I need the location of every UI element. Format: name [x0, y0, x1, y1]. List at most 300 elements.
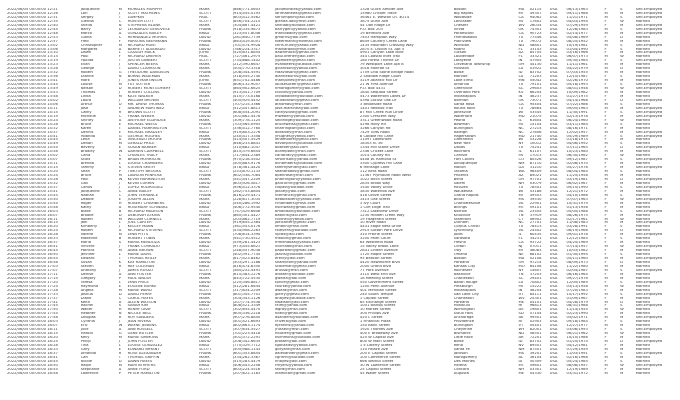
- cell-city: Cheyenne: [453, 328, 473, 332]
- cell-state: LA: [518, 75, 524, 79]
- cell-country: USA: [549, 284, 558, 288]
- cell-employment: Married: [635, 35, 650, 39]
- cell-state: NC: [518, 221, 524, 225]
- cell-state: TN: [518, 272, 524, 276]
- cell-phone: (802)863-1174: [232, 324, 261, 328]
- cell-city: Biloxi: [453, 197, 464, 201]
- cell-employment: Self-Employed: [635, 59, 663, 63]
- cell-email: dsanders@outlook.com: [275, 316, 319, 320]
- cell-address: 110 Palace Ave: [359, 347, 388, 351]
- cell-title: DAVID: [199, 181, 211, 185]
- cell-zip: 29603: [529, 87, 542, 91]
- cell-created: 2022/06/05 00:00:00 16:37: [7, 241, 58, 245]
- cell-birth-date: 09/27/1976: [566, 276, 588, 280]
- cell-address: 11097 Lakeshore: [359, 138, 392, 142]
- cell-phone: (323)557-8046: [232, 31, 261, 35]
- cell-gender: M: [604, 217, 608, 221]
- cell-employment: Married: [635, 253, 650, 257]
- cell-phone: (478)361-4420: [232, 166, 261, 170]
- cell-zip: 34231: [529, 237, 542, 241]
- cell-created: 2022/06/05 00:00:00 15:15: [7, 166, 58, 170]
- cell-employment: Married: [635, 261, 650, 264]
- cell-birth-date: 10/23/1980: [566, 150, 588, 154]
- cell-created: 2022/06/05 00:00:00 18:37: [7, 351, 58, 355]
- cell-city: Vinita: [453, 27, 465, 31]
- cell-state: RI: [518, 320, 523, 324]
- cell-phone: (816)474-6350: [232, 264, 261, 268]
- cell-country: USA: [549, 189, 558, 193]
- cell-state: TX: [518, 185, 524, 189]
- cell-marital-status: S: [620, 170, 623, 174]
- cell-title: FRANK: [199, 83, 212, 87]
- cell-employment: Self-Employed: [635, 177, 663, 181]
- cell-phone: (775)329-7712: [232, 344, 261, 348]
- cell-gender: F: [604, 359, 607, 363]
- cell-zip: 22901: [529, 201, 542, 205]
- cell-address: 3311 Greenwood Road: [359, 118, 402, 122]
- cell-title: MARK: [199, 276, 210, 280]
- cell-address: 7312 Lakeview Drive: [359, 209, 399, 213]
- cell-middle-initial: L: [118, 280, 121, 284]
- cell-gender: M: [604, 308, 608, 312]
- cell-created: 2022/06/05 00:00:00 12:31: [7, 15, 58, 19]
- cell-last-name: MR. DREW THOMAS: [127, 102, 165, 106]
- cell-last-name: CHARLES TRACY: [127, 154, 158, 158]
- cell-city: Houston: [453, 67, 470, 71]
- cell-first-name: Glenda: [80, 19, 94, 23]
- cell-email: kmann@msn.com: [275, 225, 309, 229]
- cell-phone: (406)443-2258: [232, 363, 261, 367]
- cell-zip: 61107: [529, 150, 542, 154]
- cell-country: USA: [549, 332, 558, 336]
- cell-created: 2022/06/05 00:00:00 18:54: [7, 367, 58, 371]
- cell-middle-initial: M: [118, 83, 122, 87]
- cell-employment: Married: [635, 63, 650, 67]
- cell-email: dhayes@outlook.com: [275, 296, 315, 300]
- cell-birth-date: 02/26/1970: [566, 79, 588, 83]
- cell-employment: Self-Employed: [635, 43, 663, 47]
- cell-first-name: Tina: [80, 344, 89, 348]
- cell-city: Tucson: [453, 51, 467, 55]
- cell-middle-initial: L: [118, 51, 121, 55]
- cell-marital-status: W: [620, 284, 624, 288]
- cell-phone: (701)574-9928: [232, 43, 261, 47]
- cell-zip: 85021: [529, 174, 542, 178]
- cell-title: SCOTT: [199, 268, 212, 272]
- cell-address: 4198 Holly Rd: [359, 122, 386, 126]
- cell-marital-status: D: [620, 146, 623, 150]
- cell-phone: (918)335-9873: [232, 27, 261, 31]
- cell-country: USA: [549, 300, 558, 304]
- cell-marital-status: M: [620, 249, 624, 253]
- cell-gender: F: [604, 98, 607, 102]
- cell-created: 2022/06/05 00:00:00 15:41: [7, 189, 58, 193]
- cell-marital-status: M: [620, 11, 624, 15]
- cell-state: CA: [518, 102, 524, 106]
- cell-birth-date: 03/13/1958: [566, 284, 588, 288]
- cell-marital-status: M: [620, 79, 624, 83]
- cell-first-name: Paul: [80, 177, 89, 181]
- cell-gender: M: [604, 130, 608, 134]
- cell-state: MA: [518, 8, 525, 11]
- cell-country: USA: [549, 261, 558, 264]
- cell-last-name: NICOLE BELL: [127, 312, 152, 316]
- cell-created: 2022/06/05 00:00:00 15:58: [7, 205, 58, 209]
- cell-address: 3 Brookside Road: [359, 102, 393, 106]
- cell-middle-initial: P: [118, 276, 121, 280]
- cell-employment: Self-Employed: [635, 8, 663, 11]
- cell-last-name: RICHARD HUNT: [127, 43, 157, 47]
- cell-last-name: JOHN FOSTER: [127, 340, 153, 344]
- cell-created: 2022/06/05 00:00:00 12:57: [7, 39, 58, 43]
- cell-address: 87 Mill Creek Run Drive: [359, 110, 404, 114]
- cell-created: 2022/06/05 00:00:00 13:10: [7, 51, 58, 55]
- cell-employment: Self-Employed: [635, 328, 663, 332]
- cell-zip: 97701: [529, 177, 542, 181]
- cell-gender: F: [604, 237, 607, 241]
- cell-marital-status: S: [620, 237, 623, 241]
- cell-phone: (301)662-4478: [232, 114, 261, 118]
- cell-phone: (717)644-2389: [232, 154, 261, 158]
- cell-gender: F: [604, 181, 607, 185]
- cell-created: 2022/06/05 00:00:00 12:21: [7, 8, 58, 11]
- cell-state: TX: [518, 106, 524, 110]
- cell-employment: Self-Employed: [635, 15, 663, 19]
- cell-title: MARK: [199, 94, 210, 98]
- cell-title: DAVID: [199, 142, 211, 146]
- cell-email: seldridge@outlook.com: [275, 118, 319, 122]
- cell-last-name: DEBORAH ATKINS: [127, 213, 161, 217]
- cell-address: 2835 Brook Way: [359, 181, 391, 185]
- cell-last-name: TIMOTHY BROOKS: [127, 170, 162, 174]
- cell-created: 2022/06/05 00:00:00 14:02: [7, 98, 58, 102]
- cell-first-name: Bradley: [80, 150, 95, 154]
- cell-birth-date: 12/12/1985: [566, 237, 588, 241]
- cell-title: FRANK: [199, 102, 212, 106]
- cell-gender: F: [604, 296, 607, 300]
- cell-marital-status: S: [620, 359, 623, 363]
- cell-phone: (919)655-2384: [232, 221, 261, 225]
- cell-email: nterrance@gmail.com: [275, 193, 316, 197]
- cell-email: chris.hunt@yahoo.com: [275, 43, 318, 47]
- cell-middle-initial: J: [118, 79, 120, 83]
- cell-first-name: Kathy: [80, 205, 92, 209]
- cell-title: DAVID: [199, 241, 211, 245]
- cell-phone: (603)412-5562: [232, 15, 261, 19]
- cell-last-name: ALLEN WATSON: [127, 300, 157, 304]
- cell-first-name: Arthur: [80, 102, 93, 106]
- cell-marital-status: M: [620, 189, 624, 193]
- cell-phone: (734)688-1402: [232, 59, 261, 63]
- cell-city: Montgomery: [453, 355, 478, 359]
- cell-last-name: ANNE BROWN: [127, 249, 154, 253]
- cell-marital-status: M: [620, 344, 624, 348]
- cell-country: USA: [549, 91, 558, 95]
- cell-marital-status: W: [620, 217, 624, 221]
- cell-title: SCOTT: [199, 189, 212, 193]
- cell-gender: M: [604, 177, 608, 181]
- cell-gender: M: [604, 91, 608, 95]
- cell-marital-status: W: [620, 308, 624, 312]
- cell-last-name: SCOTT MATHEWS: [127, 11, 160, 15]
- cell-gender: M: [604, 11, 608, 15]
- cell-title: FRANK: [199, 193, 212, 197]
- cell-employment: Married: [635, 19, 650, 23]
- cell-email: batkins@aol.com: [275, 213, 307, 217]
- cell-first-name: Brenda: [80, 162, 94, 166]
- cell-country: USA: [549, 336, 558, 340]
- cell-address: 4901 Canyon Lake Blvd: [359, 51, 404, 55]
- cell-address: 425 W Capitol Ave: [359, 336, 394, 340]
- cell-gender: M: [604, 122, 608, 126]
- cell-created: 2022/06/05 00:00:00 15:50: [7, 197, 58, 201]
- cell-gender: F: [604, 253, 607, 257]
- cell-state: LA: [518, 280, 524, 284]
- cell-email: cathyscott@gmail.com: [275, 110, 318, 114]
- cell-marital-status: M: [620, 201, 624, 205]
- cell-marital-status: M: [620, 114, 624, 118]
- cell-created: 2022/06/05 00:00:00 13:06: [7, 47, 58, 51]
- cell-first-name: Christopher: [80, 43, 103, 47]
- cell-marital-status: M: [620, 233, 624, 237]
- cell-gender: F: [604, 59, 607, 63]
- cell-middle-initial: J: [118, 11, 120, 15]
- cell-zip: 82001: [529, 328, 542, 332]
- cell-marital-status: M: [620, 39, 624, 43]
- cell-state: MS: [518, 351, 525, 355]
- cell-birth-date: 07/22/1986: [566, 102, 588, 106]
- cell-zip: 15104: [529, 122, 542, 126]
- cell-email: bchambers@outlook.com: [275, 162, 323, 166]
- cell-last-name: ROBERT MONTGOMERY: [127, 87, 171, 91]
- cell-birth-date: 04/28/1979: [566, 300, 588, 304]
- cell-marital-status: M: [620, 162, 624, 166]
- cell-birth-date: 02/08/1970: [566, 162, 588, 166]
- cell-state: NV: [518, 344, 524, 348]
- cell-email: jperry@gmail.com: [275, 292, 309, 296]
- cell-title: SCOTT: [199, 209, 212, 213]
- cell-email: marcobailey@gmail.com: [275, 31, 321, 35]
- cell-last-name: DARREN CAMPBELL: [127, 150, 164, 154]
- cell-last-name: JOHN TERRANCE: [127, 193, 159, 197]
- cell-last-name: MARIE SIMMONS: [127, 336, 159, 340]
- cell-created: 2022/06/05 00:00:00 16:28: [7, 233, 58, 237]
- cell-address: 1401 Redbud Trail: [359, 106, 394, 110]
- cell-first-name: Karen: [80, 126, 92, 130]
- cell-created: 2022/06/05 00:00:00 15:45: [7, 193, 58, 197]
- cell-phone: (262)753-8804: [232, 189, 261, 193]
- cell-phone: (415)773-0168: [232, 94, 261, 98]
- cell-zip: 94062: [529, 15, 542, 19]
- cell-state: CA: [518, 241, 524, 245]
- cell-birth-date: 01/30/1994: [566, 253, 588, 257]
- cell-first-name: Anthony: [80, 268, 97, 272]
- cell-employment: Married: [635, 237, 650, 241]
- cell-state: SC: [518, 276, 524, 280]
- cell-created: 2022/06/05 00:00:00 16:58: [7, 261, 58, 264]
- cell-middle-initial: J: [118, 320, 120, 324]
- cell-country: USA: [549, 340, 558, 344]
- cell-gender: F: [604, 162, 607, 166]
- cell-gender: M: [604, 229, 608, 233]
- cell-address: 1022 Birch Street: [359, 177, 393, 181]
- cell-state: ME: [518, 300, 525, 304]
- cell-title: BRAD: [199, 344, 210, 348]
- cell-first-name: Marco: [80, 31, 92, 35]
- cell-gender: M: [604, 316, 608, 320]
- cell-address: 30 W Lawrence Street: [359, 363, 401, 367]
- cell-birth-date: 11/25/1958: [566, 174, 588, 178]
- cell-email: bcampbell@msn.com: [275, 150, 315, 154]
- cell-country: USA: [549, 75, 558, 79]
- cell-email: dianneburns@aol.com: [275, 75, 317, 79]
- cell-birth-date: 09/15/1990: [566, 185, 588, 189]
- cell-gender: F: [604, 241, 607, 245]
- cell-state: OR: [518, 261, 524, 264]
- cell-email: paul.dreher@aol.com: [275, 55, 315, 59]
- cell-phone: (701)223-4418: [232, 332, 261, 336]
- cell-city: Joliet: [453, 233, 463, 237]
- cell-state: OK: [518, 27, 524, 31]
- cell-country: USA: [549, 177, 558, 181]
- cell-phone: (203)862-7719: [232, 217, 261, 221]
- cell-state: AR: [518, 336, 524, 340]
- cell-employment: Self-Employed: [635, 245, 663, 249]
- cell-gender: F: [604, 114, 607, 118]
- cell-last-name: WAYNE JENKINS: [127, 324, 157, 328]
- cell-phone: (414)507-5529: [232, 138, 261, 142]
- cell-state: ID: [518, 340, 523, 344]
- cell-title: BRAD: [199, 130, 210, 134]
- cell-phone: (907)276-8850: [232, 316, 261, 320]
- cell-city: Portland: [453, 261, 470, 264]
- cell-first-name: Paul: [80, 55, 89, 59]
- cell-state: KS: [518, 91, 524, 95]
- cell-phone: (815)379-6654: [232, 150, 261, 154]
- cell-birth-date: 01/09/1967: [566, 296, 588, 300]
- cell-gender: F: [604, 213, 607, 217]
- cell-zip: 77546: [529, 35, 542, 39]
- cell-country: USA: [549, 31, 558, 35]
- cell-first-name: Amanda: [80, 351, 97, 355]
- cell-marital-status: M: [620, 205, 624, 209]
- cell-zip: 46237: [529, 94, 542, 98]
- cell-employment: Married: [635, 118, 650, 122]
- cell-email: gmorris@aol.com: [275, 35, 308, 39]
- cell-birth-date: 01/25/1974: [566, 340, 588, 344]
- cell-middle-initial: N: [118, 75, 122, 79]
- cell-title: MARK: [199, 75, 210, 79]
- cell-created: 2022/06/05 00:00:00 17:03: [7, 264, 58, 268]
- cell-city: Rockford: [453, 150, 470, 154]
- cell-city: Troy: [453, 249, 462, 253]
- cell-state: CA: [518, 31, 524, 35]
- cell-phone: (541)447-2209: [232, 177, 261, 181]
- cell-address: 300 Phillips Ave: [359, 312, 389, 316]
- cell-first-name: Scott: [80, 158, 91, 162]
- cell-country: USA: [549, 126, 558, 130]
- cell-phone: (727)461-2975: [232, 55, 261, 59]
- cell-created: 2022/06/05 00:00:00 18:50: [7, 363, 58, 367]
- table-body: [6, 8, 674, 376]
- cell-phone: (304)343-1126: [232, 296, 261, 300]
- cell-gender: M: [604, 15, 608, 19]
- cell-phone: (808)521-3349: [232, 304, 261, 308]
- cell-state: HI: [518, 304, 523, 308]
- cell-state: MT: [518, 205, 524, 209]
- cell-email: lhamilton@gmail.com: [275, 371, 316, 375]
- cell-title: BRAD: [199, 264, 210, 268]
- cell-city: Hagerstown: [453, 134, 476, 138]
- cell-city: Honolulu: [453, 304, 471, 308]
- cell-title: MARK: [199, 67, 210, 71]
- cell-city: Portland: [453, 300, 470, 304]
- cell-phone: (207)774-5538: [232, 300, 261, 304]
- cell-zip: 75241: [529, 146, 542, 150]
- cell-created: 2022/06/05 00:00:00 14:19: [7, 114, 58, 118]
- cell-email: malvarado@msn.com: [275, 47, 316, 51]
- cell-gender: F: [604, 197, 607, 201]
- cell-zip: 04330: [529, 371, 542, 375]
- cell-city: Greenfield: [453, 138, 473, 142]
- cell-middle-initial: J: [118, 340, 120, 344]
- cell-marital-status: M: [620, 355, 624, 359]
- cell-email: rchambers@msn.com: [275, 201, 316, 205]
- cell-gender: F: [604, 126, 607, 130]
- cell-city: Plainview: [453, 39, 472, 43]
- cell-title: SCOTT: [199, 328, 212, 332]
- cell-created: 2022/06/05 00:00:00 14:37: [7, 130, 58, 134]
- cell-address: 45 Water Street: [359, 371, 390, 375]
- cell-last-name: LOUISE CHAMBERS: [127, 162, 163, 166]
- cell-address: 8649 Country Creek Lane: [359, 39, 408, 43]
- cell-marital-status: M: [620, 324, 624, 328]
- cell-created: 2022/06/05 00:00:00 14:41: [7, 134, 58, 138]
- cell-title: MARK: [199, 118, 210, 122]
- cell-state: NE: [518, 253, 524, 257]
- cell-marital-status: S: [620, 209, 623, 213]
- cell-country: USA: [549, 288, 558, 292]
- cell-created: 2022/06/05 00:00:00 15:20: [7, 170, 58, 174]
- cell-created: 2022/06/05 00:00:00 13:53: [7, 91, 58, 95]
- cell-address: 2346 Cricket Lane: [359, 150, 394, 154]
- cell-employment: Married: [635, 371, 650, 375]
- cell-zip: 03301: [529, 367, 542, 371]
- cell-middle-initial: W: [118, 150, 123, 154]
- cell-country: USA: [549, 15, 558, 19]
- cell-first-name: Carlos: [80, 185, 93, 189]
- cell-phone: (515)283-4479: [232, 359, 261, 363]
- cell-state: PA: [518, 154, 524, 158]
- cell-address: 1 E Liberty Street: [359, 344, 393, 348]
- cell-state: OK: [518, 98, 524, 102]
- cell-address: 1230 Hidden Creek Way: [359, 213, 405, 217]
- cell-middle-initial: M: [118, 233, 122, 237]
- cell-birth-date: 12/27/1977: [566, 324, 588, 328]
- cell-email: dfoster@outlook.com: [275, 272, 315, 276]
- cell-created: 2022/06/05 00:00:00 14:49: [7, 142, 58, 146]
- cell-phone: (603)926-5817: [232, 181, 261, 185]
- cell-marital-status: S: [620, 142, 623, 146]
- cell-last-name: JAMES RUSSO: [127, 268, 154, 272]
- cell-first-name: Jacqueline: [80, 8, 100, 11]
- cell-title: DAVID: [199, 162, 211, 166]
- cell-created: 2022/06/05 00:00:00 18:28: [7, 344, 58, 348]
- cell-zip: 02115: [529, 8, 542, 11]
- cell-employment: Married: [635, 213, 650, 217]
- cell-gender: M: [604, 355, 608, 359]
- cell-employment: Self-Employed: [635, 221, 663, 225]
